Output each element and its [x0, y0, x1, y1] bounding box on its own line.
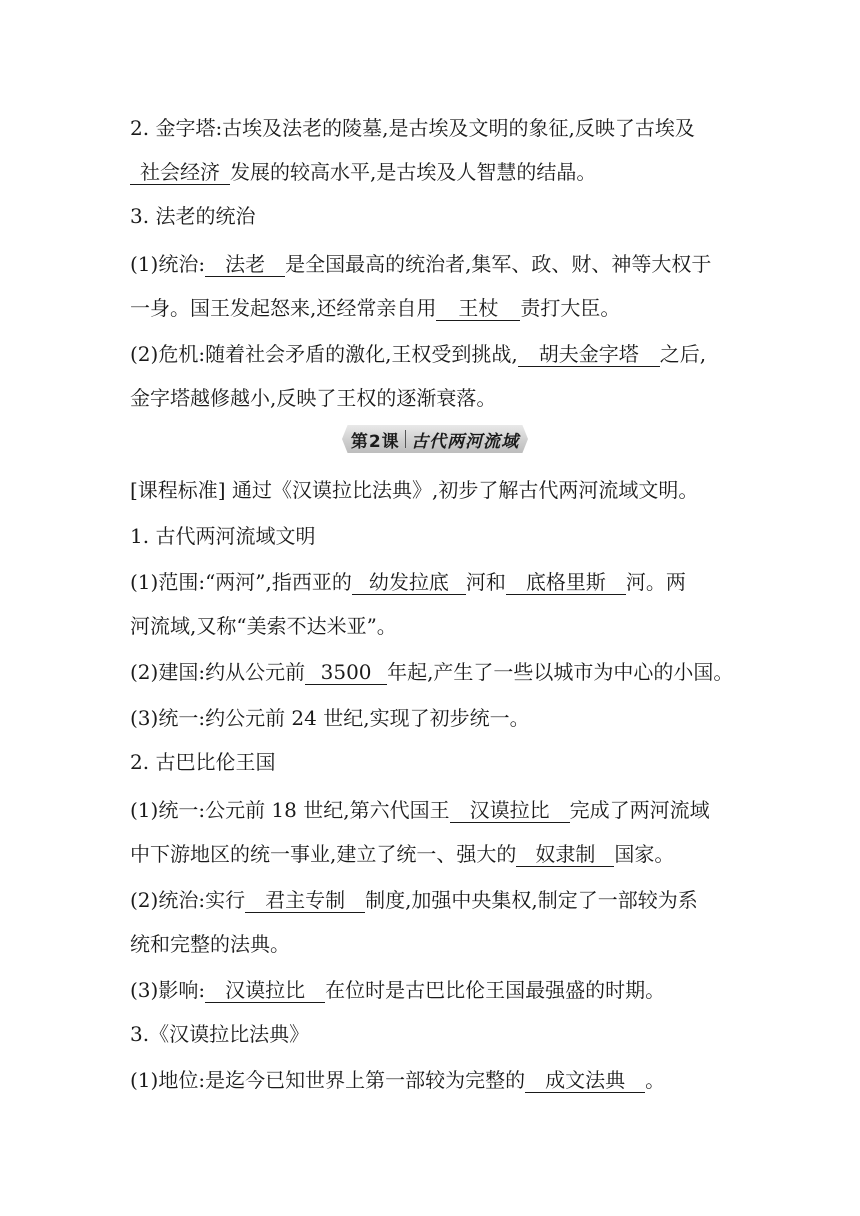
text: 河和: [465, 570, 506, 594]
section-heading: [130, 1020, 760, 1048]
text-line: [130, 1066, 760, 1094]
curriculum-standard: [130, 476, 760, 504]
text: 一身。国王发起怒来,还经常亲自用: [130, 296, 437, 320]
text: (1)统治:: [130, 252, 206, 276]
text-line: [130, 840, 760, 868]
text: (2)建国:约从公元前: [130, 660, 306, 684]
text-line: [130, 114, 760, 142]
lesson-title: 古代两河流域: [411, 431, 520, 452]
text: (1)地位:是迄今已知世界上第一部较为完整的: [130, 1068, 526, 1092]
text-line: [130, 250, 760, 278]
text-line: [130, 384, 760, 412]
text-line: [130, 886, 760, 914]
text: (1)统一:公元前 18 世纪,第六代国王: [130, 798, 450, 822]
text-line: [130, 704, 760, 732]
text-line: [130, 294, 760, 322]
text-line: [130, 568, 760, 596]
text-line: [130, 658, 760, 686]
answer-blank: 成文法典: [525, 1068, 645, 1093]
text: (1)范围:“两河”,指西亚的: [130, 570, 352, 594]
text-line: [130, 340, 760, 368]
section-heading: [130, 202, 760, 230]
text: 国家。: [614, 842, 675, 866]
text-line: [130, 612, 760, 640]
lesson-banner: [342, 425, 528, 453]
text: (3)统一:约公元前 24 世纪,实现了初步统一。: [130, 706, 530, 730]
answer-blank: 底格里斯: [506, 570, 626, 595]
answer-blank: 王杖: [436, 296, 520, 321]
text: (2)统治:实行: [130, 888, 246, 912]
answer-blank: 胡夫金字塔: [518, 342, 660, 367]
lesson-number: 第2课: [350, 431, 400, 452]
text-line: [130, 796, 760, 824]
text: 3.《汉谟拉比法典》: [130, 1022, 310, 1046]
text: 金字塔越修越小,反映了王权的逐渐衰落。: [130, 386, 497, 410]
answer-blank: 汉谟拉比: [450, 798, 570, 823]
text: 中下游地区的统一事业,建立了统一、强大的: [130, 842, 517, 866]
text: 制度,加强中央集权,制定了一部较为系: [365, 888, 698, 912]
text: 责打大臣。: [520, 296, 621, 320]
answer-blank: 汉谟拉比: [205, 978, 325, 1003]
text: 2. 金字塔:古埃及法老的陵墓,是古埃及文明的象征,反映了古埃及: [130, 116, 695, 140]
text: (2)危机:随着社会矛盾的激化,王权受到挑战,: [130, 342, 518, 366]
text: 发展的较高水平,是古埃及人智慧的结晶。: [230, 160, 597, 184]
text: 河流域,又称“美索不达米亚”。: [130, 614, 397, 638]
answer-blank: 幼发拉底: [352, 570, 466, 595]
text: 完成了两河流域: [569, 798, 710, 822]
text-line: [130, 976, 760, 1004]
answer-blank: 社会经济: [130, 160, 230, 185]
text: 是全国最高的统治者,集军、政、财、神等大权于: [285, 252, 712, 276]
text: 在位时是古巴比伦王国最强盛的时期。: [325, 978, 666, 1002]
text: 河。两: [625, 570, 686, 594]
text: 2. 古巴比伦王国: [130, 750, 276, 774]
text: 。: [645, 1068, 666, 1092]
answer-blank: 君主专制: [245, 888, 365, 913]
text: 之后,: [659, 342, 707, 366]
answer-blank: 奴隶制: [516, 842, 614, 867]
text: [课程标准] 通过《汉谟拉比法典》,初步了解古代两河流域文明。: [130, 478, 699, 502]
text: 统和完整的法典。: [130, 932, 290, 956]
text-line: [130, 930, 760, 958]
text: (3)影响:: [130, 978, 206, 1002]
answer-blank: 法老: [205, 252, 285, 277]
answer-blank: 3500: [305, 660, 387, 685]
text: 3. 法老的统治: [130, 204, 256, 228]
text: 1. 古代两河流域文明: [130, 524, 316, 548]
section-heading: [130, 748, 760, 776]
text-line: [130, 158, 760, 186]
text: 年起,产生了一些以城市为中心的小国。: [387, 660, 734, 684]
section-heading: [130, 522, 760, 550]
banner-divider: [405, 430, 407, 448]
